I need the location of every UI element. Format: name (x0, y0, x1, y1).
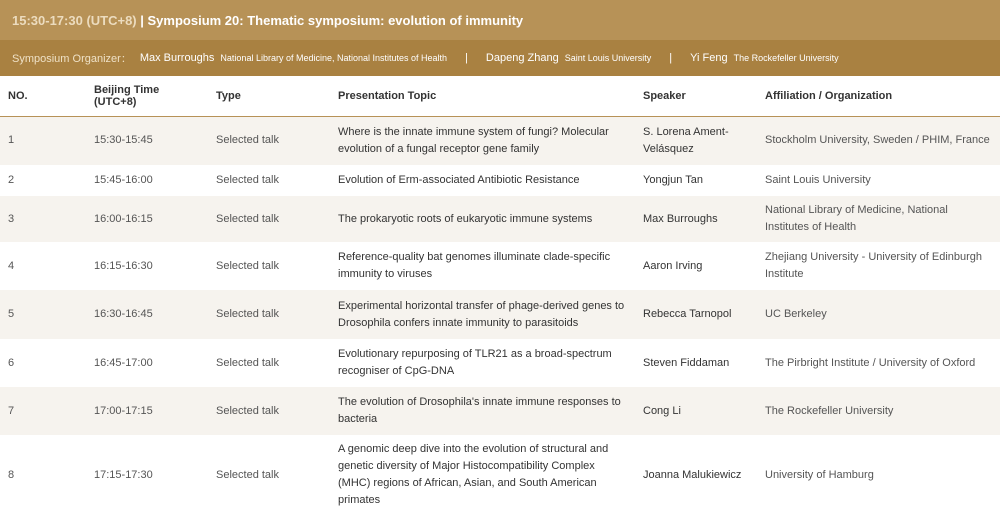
row-number: 1 (8, 134, 15, 147)
row-topic: Experimental horizontal transfer of phage-derived genes to Drosophila confers innate immunity to parasitoids (338, 299, 625, 329)
column-header-affiliation: Affiliation / Organization (765, 89, 893, 102)
row-affiliation: Zhejiang University - University of Edinburgh Institute (765, 251, 983, 280)
row-affiliation: University of Hamburg (765, 468, 874, 481)
row-affiliation: National Library of Medicine, National Institutes of Health (765, 204, 948, 233)
organizer-label: Symposium Organizer： (12, 53, 132, 65)
row-time: 17:15-17:30 (94, 468, 153, 481)
organizer-separator: | (669, 52, 673, 64)
table-row (0, 242, 1000, 290)
column-header-speaker: Speaker (643, 89, 686, 102)
schedule-table (0, 76, 1000, 515)
row-topic: A genomic deep dive into the evolution of structural and genetic diversity of Major Histocompatibility Complex (MHC) regions of African, Asian, and South American primates (338, 443, 609, 506)
organizer-bar (0, 40, 1000, 76)
row-topic: The evolution of Drosophila's innate immune responses to bacteria (338, 396, 621, 425)
row-number: 8 (8, 468, 15, 481)
row-time: 15:30-15:45 (94, 134, 153, 147)
row-affiliation: The Rockefeller University (765, 404, 894, 417)
row-type: Selected talk (216, 404, 279, 417)
row-speaker: Rebecca Tarnopol (643, 308, 732, 320)
row-speaker: Cong Li (643, 404, 681, 417)
row-speaker: Aaron Irving (643, 259, 703, 272)
table-row (0, 387, 1000, 435)
row-number: 7 (8, 404, 15, 417)
row-topic: Evolution of Erm-associated Antibiotic Resistance (338, 174, 580, 186)
row-number: 5 (8, 308, 15, 320)
row-type: Selected talk (216, 356, 279, 369)
organizer-name: Yi Feng (690, 52, 728, 64)
row-topic: Where is the innate immune system of fungi? Molecular evolution of a fungal receptor gene family (338, 125, 609, 155)
table-row (0, 339, 1000, 387)
table-header-row (0, 76, 1000, 116)
row-type: Selected talk (216, 174, 279, 186)
session-title: Symposium 20: Thematic symposium: evolution of immunity (147, 12, 524, 28)
row-time: 16:30-16:45 (94, 308, 153, 320)
organizer-affiliation: Saint Louis University (564, 53, 652, 63)
row-affiliation: Saint Louis University (765, 174, 871, 186)
row-speaker: S. Lorena Ament-Velásquez (643, 125, 729, 155)
session-time: 15:30-17:30 (UTC+8) (12, 12, 137, 28)
column-header-topic: Presentation Topic (338, 89, 437, 102)
session-header (0, 0, 1000, 40)
row-topic: Reference-quality bat genomes illuminate clade-specific immunity to viruses (338, 251, 611, 280)
row-number: 3 (8, 212, 15, 225)
organizer-name: Max Burroughs (139, 52, 215, 64)
table-row (0, 290, 1000, 339)
table-row (0, 196, 1000, 242)
row-type: Selected talk (216, 212, 279, 225)
row-topic: Evolutionary repurposing of TLR21 as a broad-spectrum recogniser of CpG-DNA (338, 348, 612, 377)
row-time: 16:15-16:30 (94, 259, 153, 272)
column-header-time: Beijing Time (UTC+8) (94, 83, 160, 108)
row-speaker: Yongjun Tan (643, 174, 703, 186)
row-number: 6 (8, 356, 15, 369)
row-affiliation: UC Berkeley (765, 308, 827, 320)
row-number: 2 (8, 174, 15, 186)
organizer-affiliation: National Library of Medicine, National Institutes of Health (220, 53, 448, 63)
row-type: Selected talk (216, 468, 279, 481)
organizer-separator: | (465, 52, 468, 64)
row-time: 15:45-16:00 (94, 174, 153, 186)
table-row (0, 435, 1000, 515)
row-speaker: Joanna Malukiewicz (643, 468, 742, 481)
organizer-affiliation: The Rockefeller University (733, 53, 839, 63)
header-separator: | (136, 12, 148, 28)
row-speaker: Max Burroughs (643, 212, 718, 225)
row-type: Selected talk (216, 134, 279, 147)
row-time: 16:00-16:15 (94, 212, 153, 225)
row-time: 16:45-17:00 (94, 356, 153, 369)
organizer-name: Dapeng Zhang (485, 52, 559, 64)
row-time: 17:00-17:15 (94, 404, 153, 417)
row-affiliation: The Pirbright Institute / University of Oxford (765, 356, 976, 369)
row-number: 4 (8, 259, 15, 272)
row-type: Selected talk (216, 259, 279, 272)
row-topic: The prokaryotic roots of eukaryotic immune systems (338, 212, 593, 225)
column-header-type: Type (216, 89, 241, 102)
row-speaker: Steven Fiddaman (643, 356, 730, 369)
row-type: Selected talk (216, 308, 279, 320)
column-header-no: NO. (8, 89, 28, 102)
table-row (0, 165, 1000, 196)
row-affiliation: Stockholm University, Sweden / PHIM, France (765, 134, 990, 147)
table-row (0, 116, 1000, 165)
